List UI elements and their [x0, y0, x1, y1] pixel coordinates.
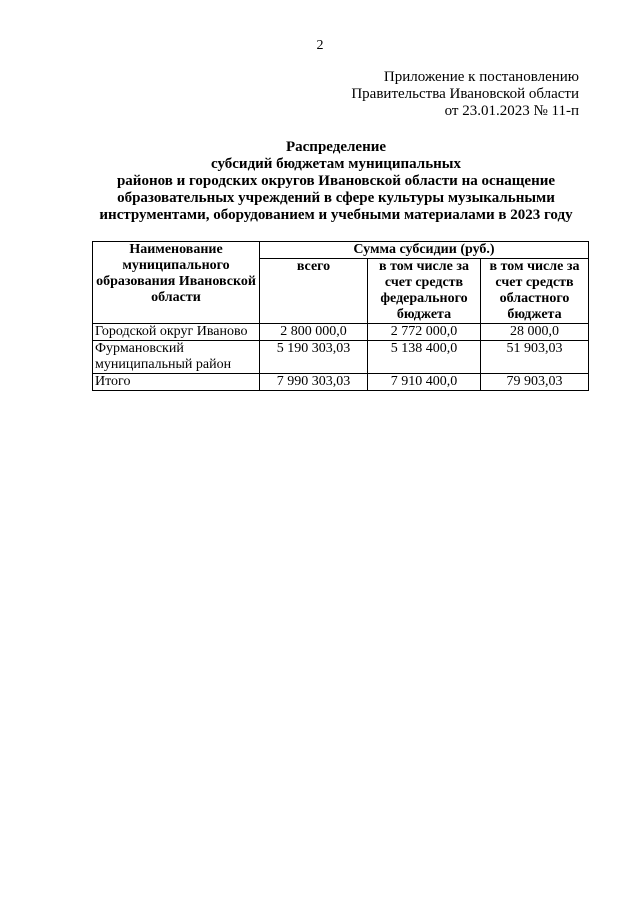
- cell-total: 2 800 000,0: [260, 324, 368, 341]
- title-line: субсидий бюджетам муниципальных: [211, 156, 461, 172]
- table-header-row: [93, 242, 589, 259]
- header-subsidy-sum: Сумма субсидии (руб.): [260, 242, 589, 259]
- header-municipality: Наименование муниципального образования Ивановской области: [93, 242, 260, 324]
- cell-federal: 2 772 000,0: [368, 324, 481, 341]
- appendix-line: от 23.01.2023 № 11-п: [444, 103, 579, 119]
- table-row: [93, 324, 589, 341]
- header-federal: в том числе за счет средств федерального бюджета: [368, 259, 481, 324]
- header-total: всего: [260, 259, 368, 324]
- appendix-line: Правительства Ивановской области: [351, 86, 579, 102]
- cell-name: Городской округ Иваново: [93, 324, 260, 341]
- header-regional: в том числе за счет средств областного бюджета: [481, 259, 589, 324]
- page-number: 2: [316, 38, 324, 53]
- title-line: образовательных учреждений в сфере культуры музыкальными: [117, 190, 555, 206]
- title-line: районов и городских округов Ивановской области на оснащение: [116, 173, 556, 189]
- table-row-total: [93, 374, 589, 391]
- cell-regional: 28 000,0: [481, 324, 589, 341]
- title-line: Распределение: [285, 139, 387, 155]
- subsidy-table: [92, 241, 589, 391]
- cell-federal: 5 138 400,0: [368, 341, 481, 374]
- cell-name: Итого: [93, 374, 260, 391]
- table-row: [93, 341, 589, 374]
- title-line: инструментами, оборудованием и учебными материалами в 2023 году: [99, 207, 573, 223]
- cell-regional: 79 903,03: [481, 374, 589, 391]
- cell-total: 5 190 303,03: [260, 341, 368, 374]
- appendix-line: Приложение к постановлению: [383, 69, 579, 85]
- cell-name: Фурмановский муниципальный район: [93, 341, 260, 374]
- document-title: [0, 139, 640, 224]
- cell-federal: 7 910 400,0: [368, 374, 481, 391]
- cell-regional: 51 903,03: [481, 341, 589, 374]
- cell-total: 7 990 303,03: [260, 374, 368, 391]
- appendix-block: [351, 69, 579, 120]
